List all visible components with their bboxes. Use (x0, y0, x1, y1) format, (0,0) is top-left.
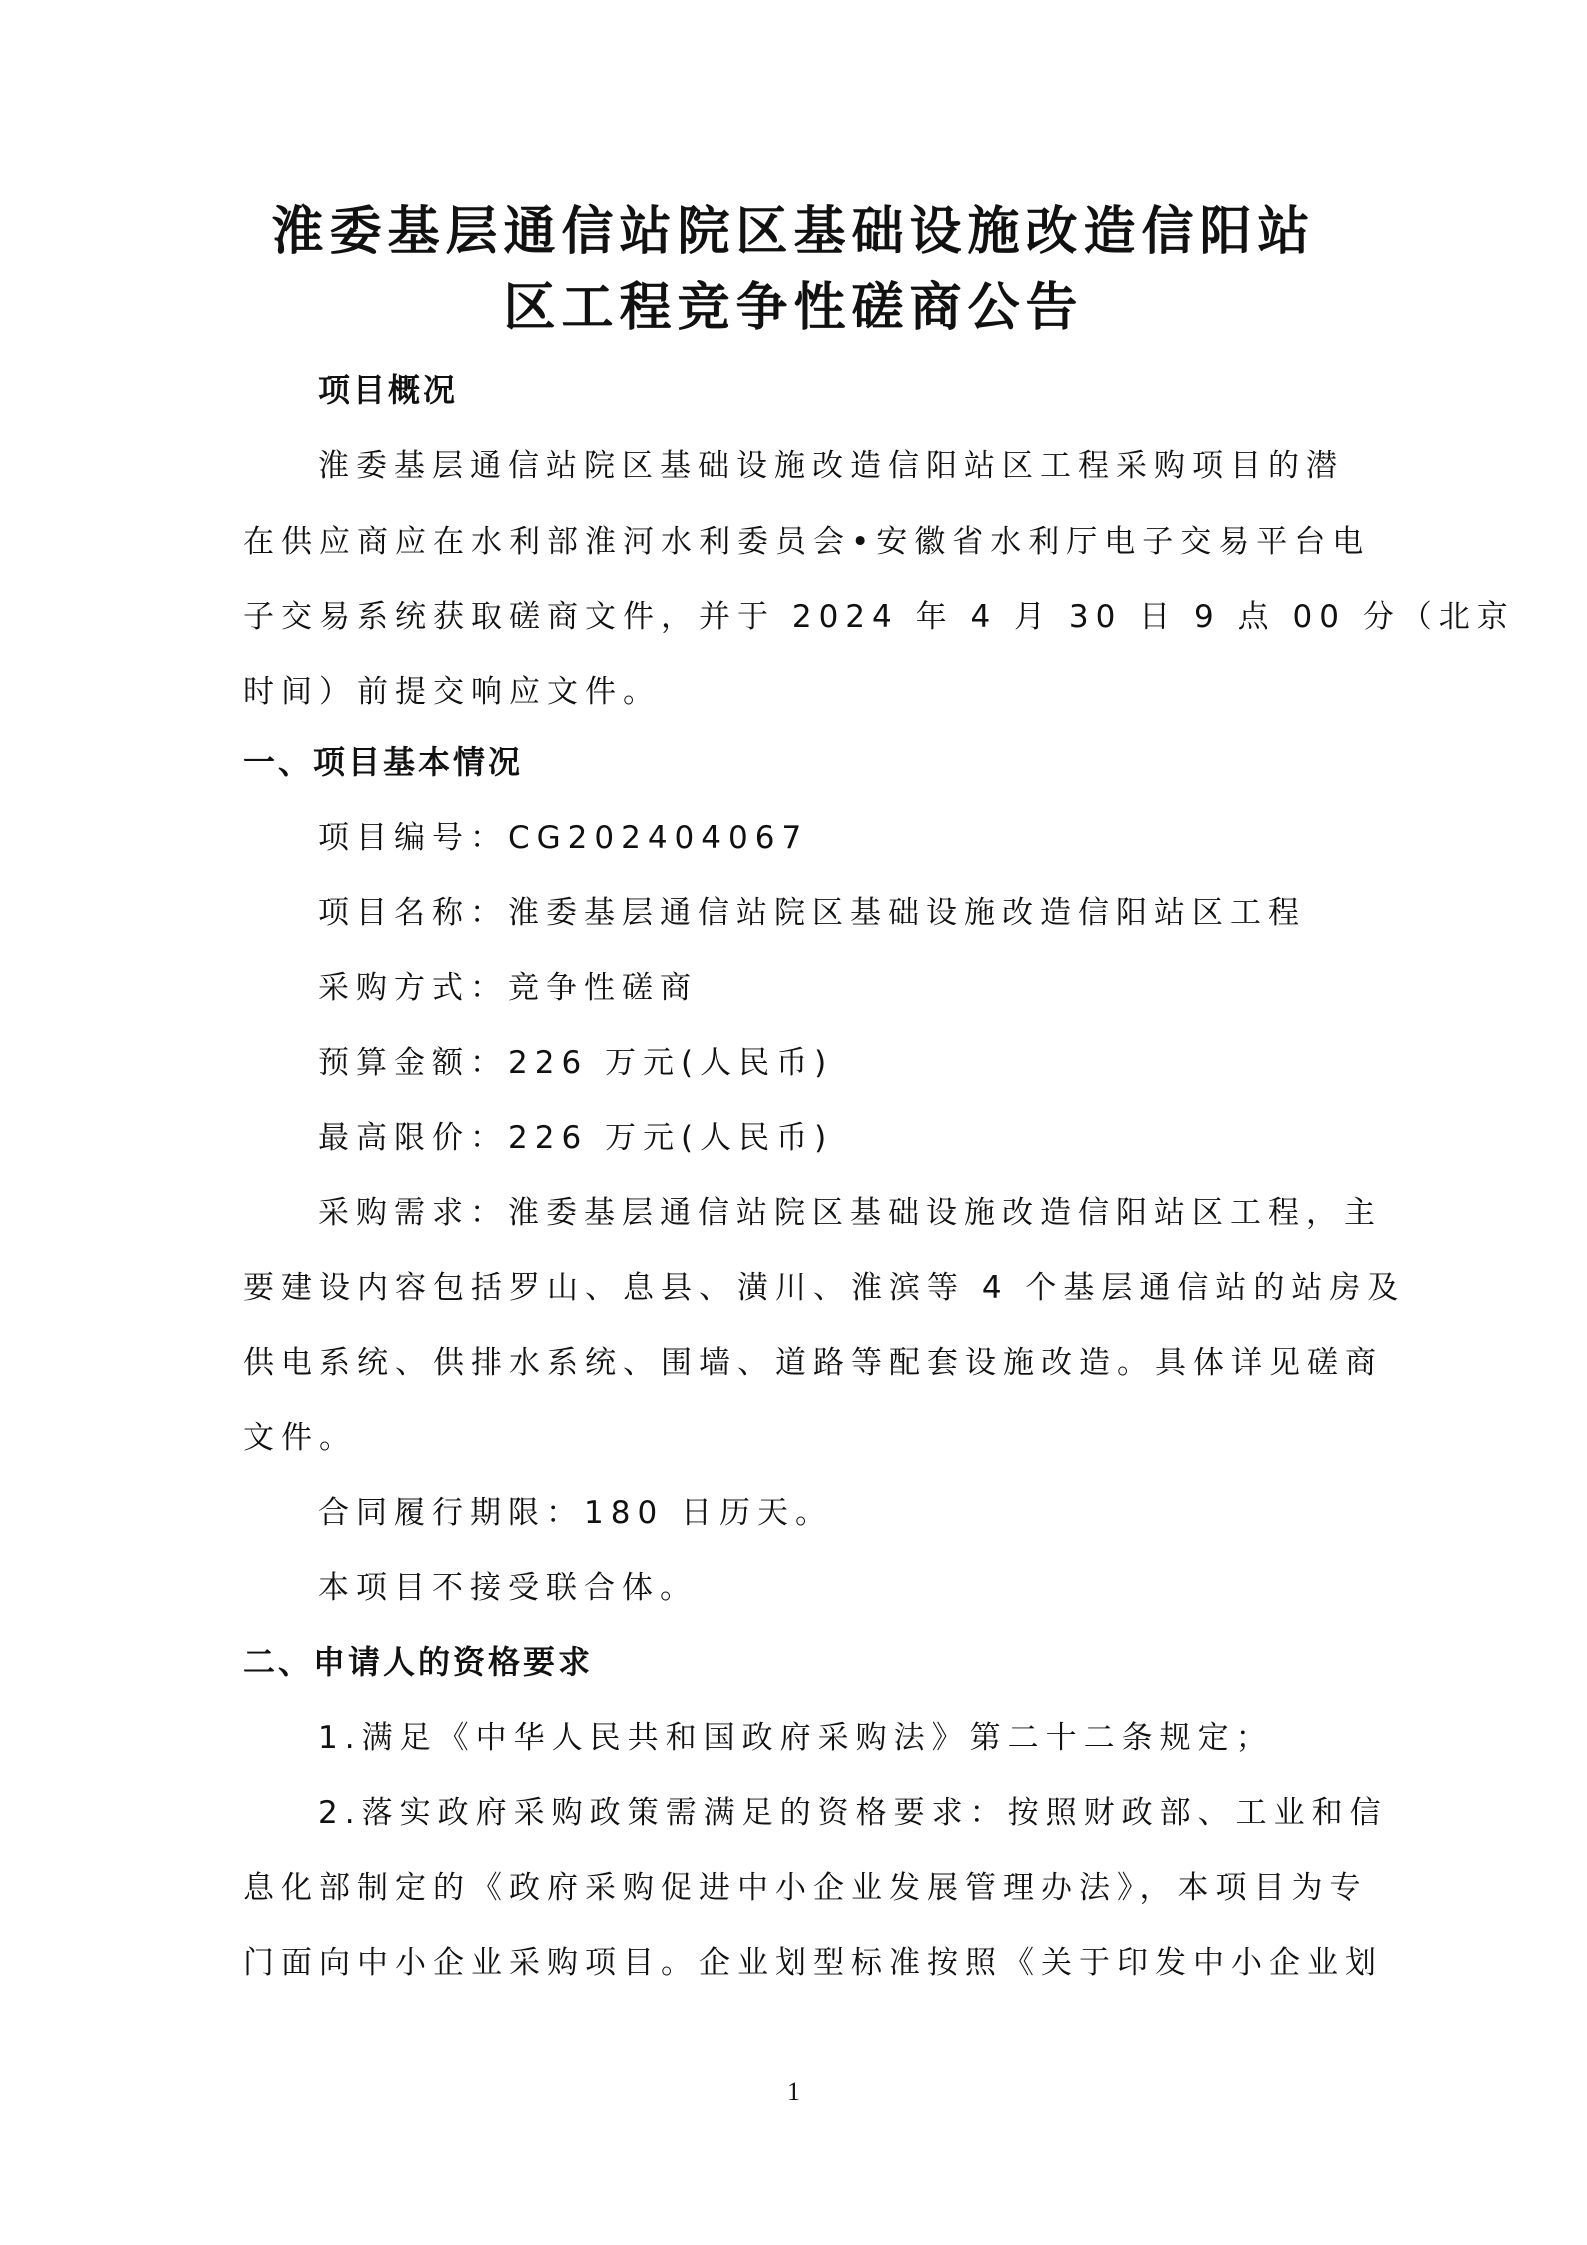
project-name: 项目名称：淮委基层通信站院区基础设施改造信阳站区工程 (318, 895, 1306, 931)
requirements-line: 文件。 (243, 1420, 357, 1456)
overview-paragraph-line: 在供应商应在水利部淮河水利委员会•安徽省水利厅电子交易平台电 (243, 524, 1371, 560)
overview-paragraph-line: 子交易系统获取磋商文件，并于 2024 年 4 月 30 日 9 点 00 分（北京 (243, 599, 1515, 635)
overview-paragraph-line: 淮委基层通信站院区基础设施改造信阳站区工程采购项目的潜 (318, 448, 1344, 484)
document-title-line-2: 区工程竞争性磋商公告 (503, 277, 1084, 338)
page-number: 1 (787, 2077, 800, 2106)
requirements-line: 要建设内容包括罗山、息县、潢川、淮滨等 4 个基层通信站的站房及 (243, 1270, 1406, 1306)
procurement-method: 采购方式：竞争性磋商 (318, 970, 698, 1006)
requirements-line: 供电系统、供排水系统、围墙、道路等配套设施改造。具体详见磋商 (243, 1345, 1383, 1381)
consortium-note: 本项目不接受联合体。 (318, 1570, 698, 1606)
qualification-item-1: 1.满足《中华人民共和国政府采购法》第二十二条规定； (318, 1720, 1274, 1756)
contract-period: 合同履行期限：180 日历天。 (318, 1495, 834, 1531)
section-1-heading: 一、项目基本情况 (243, 743, 524, 781)
overview-heading: 项目概况 (318, 371, 459, 409)
document-title-line-1: 淮委基层通信站院区基础设施改造信阳站 (271, 201, 1316, 262)
qualification-item-2-line: 2.落实政府采购政策需满足的资格要求：按照财政部、工业和信 (318, 1795, 1388, 1831)
requirements-line: 采购需求：淮委基层通信站院区基础设施改造信阳站区工程，主 (318, 1195, 1382, 1231)
overview-paragraph-line: 时间）前提交响应文件。 (243, 674, 661, 710)
section-2-heading: 二、申请人的资格要求 (243, 1643, 594, 1681)
max-price: 最高限价：226 万元(人民币) (318, 1120, 834, 1156)
budget-amount: 预算金额：226 万元(人民币) (318, 1045, 834, 1081)
qualification-item-2-line: 息化部制定的《政府采购促进中小企业发展管理办法》，本项目为专 (243, 1870, 1368, 1906)
project-number: 项目编号：CG202404067 (318, 820, 809, 856)
qualification-item-2-line: 门面向中小企业采购项目。企业划型标准按照《关于印发中小企业划 (243, 1945, 1383, 1981)
